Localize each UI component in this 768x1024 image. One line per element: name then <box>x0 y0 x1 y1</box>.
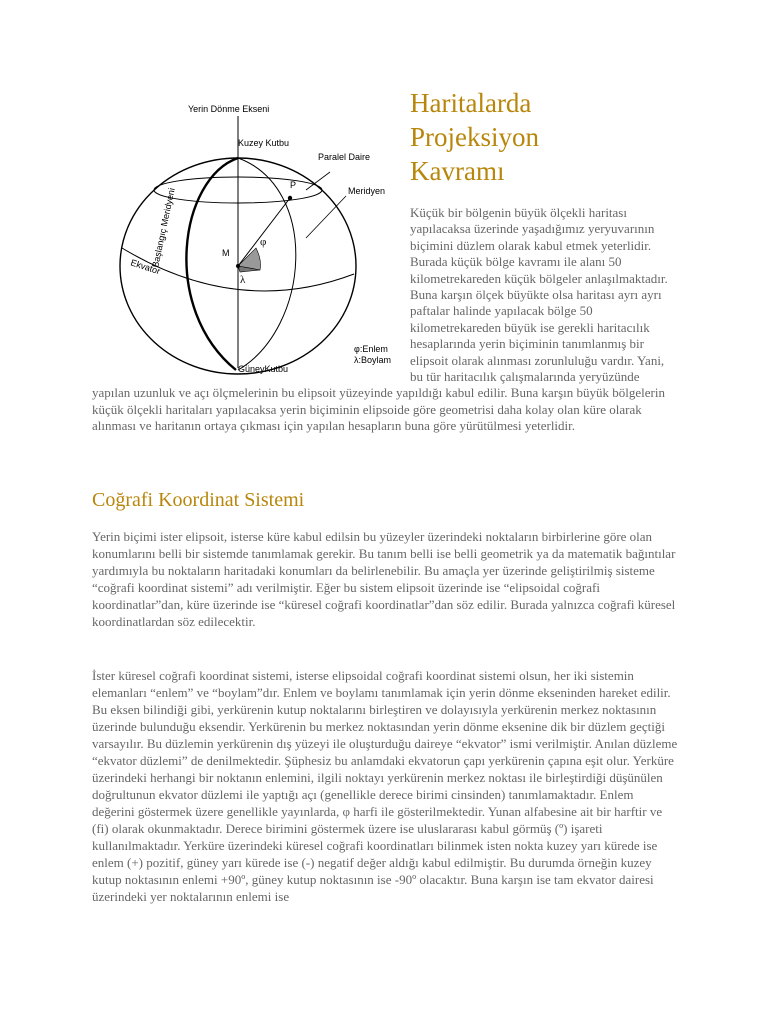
intro-section <box>92 205 680 435</box>
figure-float-spacer <box>92 205 410 385</box>
legend-longitude: λ:Boylam <box>354 355 392 365</box>
lambda-label: λ <box>240 274 246 286</box>
title-line: Projeksiyon <box>410 122 540 152</box>
body-paragraph-1: Yerin biçimi ister elipsoit, isterse küre kabul edilsin bu yüzeyler üzerindeki noktaların birbirlerine göre olan konumlarını belli bir sistemde tanımlamak gerekir. Bu tanım belli ise belli geometrik ya da matematik bağıntılar yardımıyla bu noktaların haritadaki konumları da belirlenebilir. Bu amaçla yer üzerinde geliştirilmiş sisteme “coğrafi koordinat sistemi” adı verilmiştir. Eğer bu sistem elipsoit üzerinde ise “elipsoidal coğrafi koordinatlar”dan, küre üzerinde ise “küresel coğrafi koordinatlar”dan söz edilir. Burada yalnızca coğrafi küresel koordinatlardan söz edilecektir. <box>92 529 676 629</box>
meridian-label: Meridyen <box>348 186 386 196</box>
section-heading: Coğrafi Koordinat Sistemi <box>92 489 305 511</box>
title-line: Haritalarda <box>410 88 532 118</box>
south-pole-label: GüneyKutbu <box>238 364 289 374</box>
legend-latitude: φ:Enlem <box>354 344 388 354</box>
phi-label: φ <box>260 236 267 248</box>
m-point-label: M <box>222 248 230 258</box>
p-point-label: P <box>290 180 297 190</box>
page-title <box>410 86 710 188</box>
prime-meridian-label: Başlangıç Meridyeni <box>150 187 177 269</box>
body-paragraph-2: İster küresel coğrafi koordinat sistemi, isterse elipsoidal coğrafi koordinat sistemi olsun, her iki sistemin elemanları “enlem” ve “boylam”dır. Enlem ve boylamı tanımlamak için yerin dönme ekseninden hareket edilir. Bu eksen bilindiği gibi, yerkürenin kutup noktalarını birleştiren ve dolayısıyla yerkürenin merkez noktasının üzerinde bulunduğu eksendir. Yerkürenin bu merkez noktasından yerin dönme eksenine dik bir düzlem geçtiği varsayılır. Bu düzlemin yerkürenin dış yüzeyi ile oluşturduğu daireye “ekvator” ismi verilmiştir. Anılan düzleme “ekvator düzlemi” de denilmektedir. Şüphesiz bu anlamdaki ekvatorun çapı yerkürenin çapına eşit olur. Yerküre üzerindeki herhangi bir noktanın enlemini, ilgili noktayı yerkürenin merkez noktası ile birleştirdiği düşünülen doğrultunun ekvator düzlemi ile yaptığı açı (genellikle derece birimi cinsinden) tanımlamaktadır. Enlem değerini göstermek üzere genellikle yayınlarda, φ harfi ile gösterilmektedir. Yunan alfabesine ait bir harftir ve (fi) olarak okunmaktadır. Derece birimini göstermek üzere ise uluslararası kabul görmüş (º) işareti kullanılmaktadır. Yerküre üzerindeki küresel coğrafi koordinatları bilinmek isten nokta kuzey yarı kürede ise enlem (+) pozitif, güney yarı kürede ise (-) negatif değer aldığı kabul edilmiştir. Bu durumda örneğin kuzey kutup noktasının enlemi +90º, güney kutup noktasının ise -90º olacaktır. Buna karşın ise tam ekvator dairesi üzerindeki yer noktalarının enlemi ise <box>92 668 678 904</box>
equator-label: Ekvator <box>129 257 162 277</box>
title-line: Kavramı <box>410 156 505 186</box>
axis-label: Yerin Dönme Ekseni <box>188 104 270 114</box>
parallel-label: Paralel Daire <box>318 152 371 162</box>
intro-paragraph: Küçük bir bölgenin büyük ölçekli haritası yapılacaksa üzerinde yaşadığımız yeryuvarının biçimini düzlem olarak kabul etmek yeterlidir. Burada küçük bölge kavramı ile alanı 50 kilometrekareden küçük bölgeler anlaşılmaktadır. Buna karşın ölçek büyükte olsa haritası ayrı ayrı paftalar halinde yapılacak bölge 50 kilometrekareden büyük ise gerekli haritacılık hesaplarında yerin biçiminin tanımlanmış bir elipsoit olarak alınması zorunluluğu vardır. Yani, bu tür haritacılık çalışmalarında yeryüzünde yapılan uzunluk ve açı ölçmelerinin bu elipsoit yüzeyinde yapıldığı kabul edilir. Buna karşın büyük bölgelerin küçük ölçekli haritaları yapılacaksa yerin biçiminin elipsoide göre geometrisi daha kolay olan küre olarak alınması ve haritanın ortaya çıkması için yapılan hesapların buna göre yürütülmesi yeterlidir. <box>92 205 668 434</box>
point-p <box>288 196 292 200</box>
north-pole-label: Kuzey Kutbu <box>238 138 290 148</box>
